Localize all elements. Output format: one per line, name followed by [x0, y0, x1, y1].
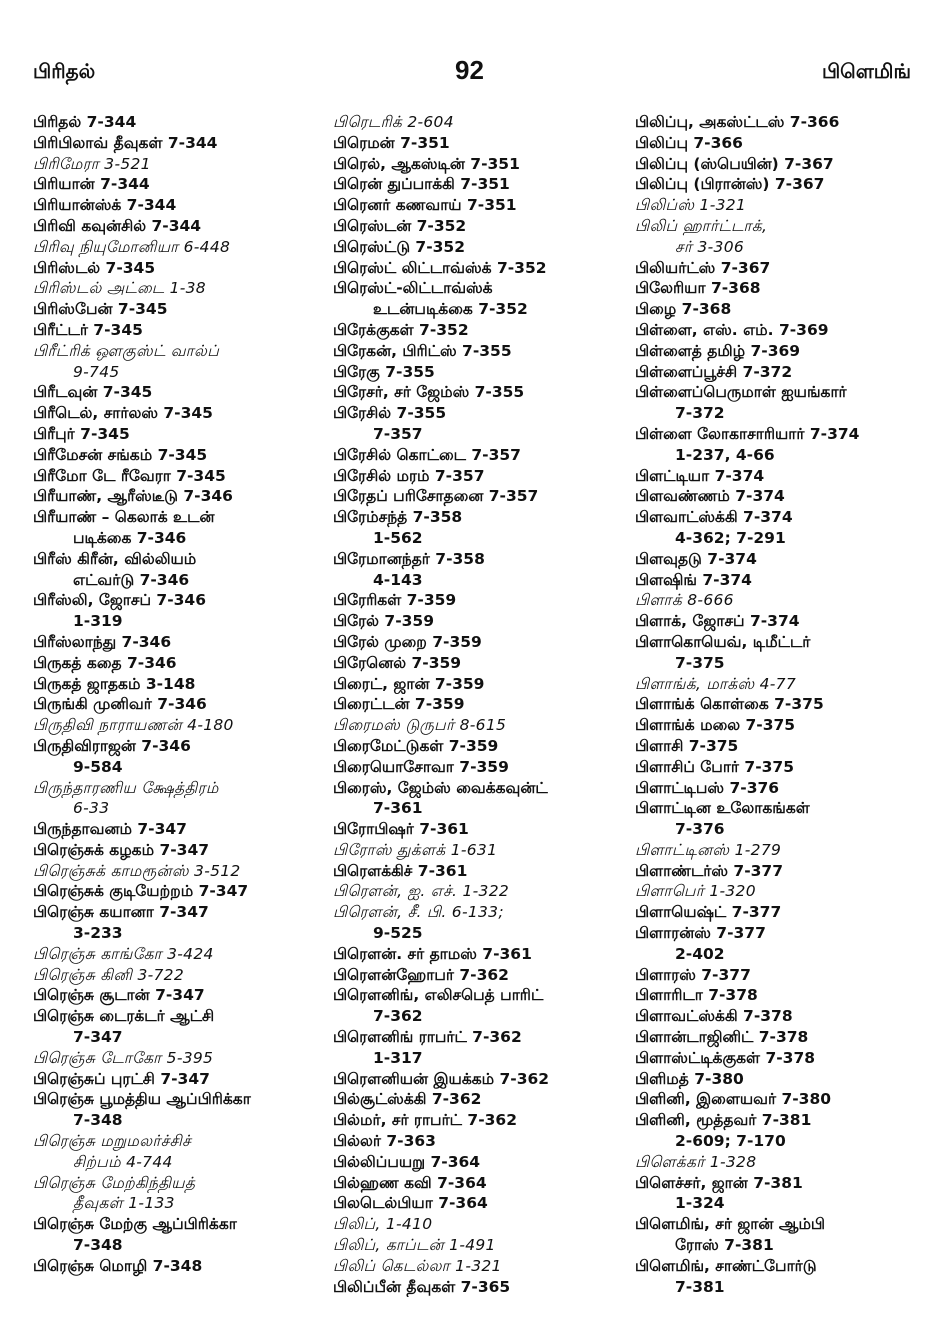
index-entry: பிரீஸ்லாந்து 7-346: [33, 632, 172, 651]
index-entry: பிள்ளைப்பூச்சி 7-372: [635, 362, 793, 381]
index-entry: பிளெக்கர் 1-328: [635, 1152, 757, 1171]
index-entry-continuation: 1-324: [675, 1194, 725, 1213]
index-entry: பிரெடரிக் 2-604: [333, 113, 454, 131]
index-entry: பிளாட்டிபஸ் 7-376: [635, 778, 780, 797]
index-entry: பிரீடவுன் 7-345: [33, 383, 153, 402]
index-entry: பிரைட்டன் 7-359: [333, 695, 465, 714]
index-entry: பிரேமானந்தர் 7-358: [333, 549, 485, 568]
index-entry: பிரைஸ், ஜேம்ஸ் வைக்கவுன்ட்: [333, 778, 548, 797]
index-entry: பிரெஸ்ட்டு 7-352: [333, 237, 465, 256]
index-entry: பிளிமத் 7-380: [635, 1069, 744, 1088]
index-entry: பிரௌனிங் ராபர்ட் 7-362: [333, 1028, 522, 1047]
index-entry: பிளாக், ஜோசப் 7-374: [635, 612, 800, 631]
index-entry: பிளாசிப் போர் 7-375: [635, 757, 794, 776]
index-entry-continuation: 7-376: [675, 820, 725, 839]
index-entry: பிரௌன், ஐ. எச். 1-322: [333, 882, 510, 901]
index-entry: பிரீயாண் – கெலாக் உடன்: [33, 508, 215, 527]
index-entry-continuation: 7-372: [675, 404, 725, 423]
index-entry-continuation: 7-357: [373, 424, 423, 443]
index-entry: பிலிப்பீன் தீவுகள் 7-365: [333, 1277, 511, 1296]
index-entry: பிரீட்டர் 7-345: [33, 320, 143, 339]
index-entry: பிள்ளை லோகாசாரியார் 7-374: [635, 424, 860, 443]
index-entry-continuation: எட்வர்டு 7-346: [73, 570, 190, 589]
index-entry: பிரிஸ்டல் 7-345: [33, 258, 156, 277]
index-entry: பிரேக்குகள் 7-352: [333, 320, 469, 339]
index-entry: பிள்ளைப்பெருமாள் ஐயங்கார்: [635, 383, 847, 402]
index-entry-continuation: 4-143: [373, 570, 423, 589]
index-entry-continuation: 3-233: [73, 924, 123, 943]
index-entry: பிலிப்பு (ஸ்பெயின்) 7-367: [635, 154, 834, 173]
index-entry: பிரிஸ்டல் அட்டை 1-38: [33, 279, 206, 298]
index-entry: பிரௌன்ஹோபர் 7-362: [333, 965, 509, 984]
index-entry: பில்லர் 7-363: [333, 1132, 436, 1151]
index-entry-continuation: ரோஸ் 7-381: [675, 1236, 774, 1255]
index-entry: பிரெஞ்சு கினி 3-722: [33, 965, 185, 984]
index-entry: பிரோஸ் துக்ளக் 1-631: [333, 840, 498, 859]
index-entry: பிளினி, இளையவர் 7-380: [635, 1090, 832, 1109]
index-entry: பிருதிவிராஜன் 7-346: [33, 736, 191, 755]
index-entry-continuation: 4-362; 7-291: [675, 528, 786, 547]
index-entry: பிருந்தாவனம் 7-347: [33, 820, 187, 839]
index-entry-continuation: தீவுகள் 1-133: [73, 1194, 175, 1213]
page-header: [0, 55, 939, 95]
index-entry: பிரையொசோவா 7-359: [333, 757, 509, 776]
index-entry: பிரெஞ்சுக் குடியேற்றம் 7-347: [33, 882, 249, 901]
index-entry: பிளெச்சர், ஜான் 7-381: [635, 1173, 803, 1192]
index-entry: பிளாங்க், மாக்ஸ் 4-77: [635, 674, 797, 693]
index-entry: பில்லிப்பயறு 7-364: [333, 1152, 481, 1171]
index-entry: பிருந்தாரணிய க்ஷேத்திரம்: [33, 778, 219, 797]
index-entry: பிரீயாண், ஆரீஸ்டீடு 7-346: [33, 487, 233, 506]
index-entry: பிரெஸ்டன் 7-352: [333, 216, 467, 235]
index-entry-continuation: 1-317: [373, 1048, 423, 1067]
index-entry: பிளஷிங் 7-374: [635, 570, 752, 589]
index-entry-continuation: 9-745: [73, 362, 120, 381]
index-entry: பிரேசர், சர் ஜேம்ஸ் 7-355: [333, 383, 525, 402]
index-entry-continuation: 6-33: [73, 799, 110, 818]
index-entry: பிளட்டியா 7-374: [635, 466, 765, 485]
index-entry: பிளாங்க் கொள்கை 7-375: [635, 695, 824, 714]
index-column-1: [33, 112, 323, 1277]
index-entry: பிரீமேசன் சங்கம் 7-345: [33, 445, 208, 464]
index-entry: பிரெஞ்சு மேற்கு ஆப்பிரிக்கா: [33, 1215, 237, 1234]
index-entry-continuation: 7-347: [73, 1028, 123, 1047]
index-entry: பிரிஸ்பேன் 7-345: [33, 300, 168, 319]
index-entry: பிள்ளைத் தமிழ் 7-369: [635, 341, 801, 360]
index-entry-continuation: 7-381: [675, 1277, 725, 1296]
index-entry: பிரேல் முறை 7-359: [333, 632, 482, 651]
index-entry: பிளினி, மூத்தவர் 7-381: [635, 1111, 812, 1130]
index-entry: பிளாபெர் 1-320: [635, 882, 756, 901]
index-entry: பிரெஞ்சு டைரக்டர் ஆட்சி: [33, 1007, 215, 1026]
index-entry: பிலியர்ட்ஸ் 7-367: [635, 258, 771, 277]
index-entry: பிரேம்சந்த் 7-358: [333, 508, 463, 527]
index-entry: பிரீடெல், சார்லஸ் 7-345: [33, 404, 213, 423]
index-entry: பிரெஞ்சு பூமத்திய ஆப்பிரிக்கா: [33, 1090, 251, 1109]
index-column-3: [635, 112, 925, 1297]
index-entry: பிரிவு நியுமோனியா 6-448: [33, 237, 231, 256]
index-entry: பிலிப், காப்டன் 1-491: [333, 1236, 496, 1255]
index-entry-continuation: படிக்கை 7-346: [73, 528, 187, 547]
index-entry-continuation: 9-525: [373, 924, 423, 943]
index-entry: பிளாவட்ஸ்க்கி 7-378: [635, 1007, 793, 1026]
index-entry: பிளவாட்ஸ்க்கி 7-374: [635, 508, 793, 527]
index-entry: பிருங்கி முனிவர் 7-346: [33, 695, 207, 714]
index-entry: பிரைமஸ் டுருபர் 8-615: [333, 716, 507, 735]
index-entry: பில்ஹண கவி 7-364: [333, 1173, 487, 1192]
index-entry: பிரைமேட்டுகள் 7-359: [333, 736, 499, 755]
index-entry: பிலிப்பு, அகஸ்ட்டஸ் 7-366: [635, 113, 840, 131]
index-entry: பிளான்டாஜினிட் 7-378: [635, 1028, 809, 1047]
index-entry: பிலிப்ஸ் 1-321: [635, 196, 747, 215]
index-entry: பிரிதல் 7-344: [33, 113, 137, 131]
index-entry-continuation: 2-402: [675, 944, 725, 963]
index-entry: பிரௌன். சர் தாமஸ் 7-361: [333, 944, 532, 963]
running-head-left: பிரிதல்: [33, 59, 96, 83]
index-entry: பிளாயெஷ்ட் 7-377: [635, 903, 782, 922]
index-entry: பிரெஞ்சு டோகோ 5-395: [33, 1048, 214, 1067]
index-entry: பிருகத் ஜாதகம் 3-148: [33, 674, 196, 693]
index-entry: பிரிவி கவுன்சில் 7-344: [33, 216, 202, 235]
index-entry: பிரெஞ்சு மறுமலர்ச்சிச்: [33, 1132, 191, 1151]
index-entry: பிளாஸ்ட்டிக்குகள் 7-378: [635, 1048, 816, 1067]
index-entry: பிரெஞ்சு மொழி 7-348: [33, 1256, 203, 1275]
index-entry: பிளெமிங், சர் ஜான் ஆம்பி: [635, 1215, 826, 1234]
index-entry: பிரேகன், பிரிட்ஸ் 7-355: [333, 341, 512, 360]
index-entry: பிரோபிஷர் 7-361: [333, 820, 469, 839]
index-entry-continuation: 1-237, 4-66: [675, 445, 775, 464]
running-head-right: பிளெமிங்: [821, 59, 911, 83]
index-entry: பிரியான் 7-344: [33, 175, 150, 194]
index-entry: பிரெமன் 7-351: [333, 133, 450, 152]
index-entry: பிளாரஸ் 7-377: [635, 965, 751, 984]
index-entry: பிரென் துப்பாக்கி 7-351: [333, 175, 510, 194]
index-entry: பிளாகொயெவ், டிமீட்டர்: [635, 632, 811, 651]
index-entry: பிரௌன், சீ. பி. 6-133;: [333, 903, 504, 922]
index-entry: பிரீஸ்லி, ஜோசப் 7-346: [33, 591, 206, 610]
index-entry: பிரேனெல் 7-359: [333, 653, 462, 672]
index-entry-continuation: 1-319: [73, 612, 123, 631]
index-entry: பிலிப், 1-410: [333, 1215, 433, 1234]
index-entry-continuation: 7-348: [73, 1236, 123, 1255]
index-entry: பிரெல், ஆகஸ்டின் 7-351: [333, 154, 520, 173]
index-entry-continuation: 1-562: [373, 528, 423, 547]
index-entry: பிரேதப் பரிசோதனை 7-357: [333, 487, 539, 506]
index-entry: பிளாட்டின உலோகங்கள்: [635, 799, 810, 818]
index-entry: பிழை 7-368: [635, 300, 732, 319]
index-entry: பிளாக் 8-666: [635, 591, 734, 610]
index-entry-continuation: 7-375: [675, 653, 725, 672]
index-entry: பிரௌக்கிச் 7-361: [333, 861, 468, 880]
index-entry: பிரேகு 7-355: [333, 362, 435, 381]
index-entry: பிளவுதடு 7-374: [635, 549, 757, 568]
index-entry: பிரௌனிங், எலிசபெத் பாரிட்: [333, 986, 544, 1005]
index-entry-continuation: உடன்படிக்கை 7-352: [373, 300, 528, 319]
index-entry-continuation: 7-362: [373, 1007, 423, 1026]
index-entry: பிளாசி 7-375: [635, 736, 739, 755]
index-entry: பில்மர், சர் ராபர்ட் 7-362: [333, 1111, 517, 1130]
index-entry-continuation: 2-609; 7-170: [675, 1132, 786, 1151]
index-entry: பிலடெல்பியா 7-364: [333, 1194, 488, 1213]
index-entry: பிரெஞ்சு சூடான் 7-347: [33, 986, 205, 1005]
index-entry: பிரிபிலாவ் தீவுகள் 7-344: [33, 133, 218, 152]
index-entry: பிரீபுர் 7-345: [33, 424, 130, 443]
index-entry: பிரேசில் கொட்டை 7-357: [333, 445, 521, 464]
index-entry: பிரெஞ்சு கயானா 7-347: [33, 903, 209, 922]
index-entry: பிருதிவி நாராயணன் 4-180: [33, 716, 234, 735]
index-entry: பிரெஞ்சு மேற்கிந்தியத்: [33, 1173, 196, 1192]
index-entry-continuation: சர் 3-306: [675, 237, 745, 256]
index-entry-continuation: 9-584: [73, 757, 123, 776]
index-entry: பிளவண்ணம் 7-374: [635, 487, 785, 506]
index-entry: பிரியான்ஸ்க் 7-344: [33, 196, 177, 215]
index-entry: பிரீமோ டே ரீவேரா 7-345: [33, 466, 226, 485]
index-entry: பிலிப்பு 7-366: [635, 133, 743, 152]
page-number: 92: [455, 55, 484, 85]
index-entry: பிலிப்பு (பிரான்ஸ்) 7-367: [635, 175, 825, 194]
index-entry: பிலேரியா 7-368: [635, 279, 761, 298]
index-entry: பிருகத் கதை 7-346: [33, 653, 177, 672]
index-entry: பில்சூட்ஸ்க்கி 7-362: [333, 1090, 482, 1109]
index-entry: பிரெஸ்ட் லிட்டாவ்ஸ்க் 7-352: [333, 258, 547, 277]
index-entry: பிளாரிடா 7-378: [635, 986, 758, 1005]
index-entry: பிரேசில் மரம் 7-357: [333, 466, 485, 485]
index-entry-continuation: 7-361: [373, 799, 423, 818]
index-entry: பிரிமேரா 3-521: [33, 154, 151, 173]
index-entry-continuation: 7-348: [73, 1111, 123, 1130]
index-entry: பிலிப் ஹார்ட்டாக்,: [635, 216, 768, 235]
index-entry: பிரேல் 7-359: [333, 612, 434, 631]
index-entry: பிரெஸ்ட்-லிட்டாவ்ஸ்க்: [333, 279, 493, 298]
index-entry: பிலிப் கெடல்லா 1-321: [333, 1256, 502, 1275]
index-entry: பிரீஸ் கிரீன், வில்லியம்: [33, 549, 197, 568]
index-column-2: [333, 112, 623, 1297]
index-entry: பிரெஞ்சு காங்கோ 3-424: [33, 944, 214, 963]
index-entry: பிளாண்டர்ஸ் 7-377: [635, 861, 783, 880]
index-entry: பிரேரிகள் 7-359: [333, 591, 457, 610]
index-entry-continuation: சிற்பம் 4-744: [73, 1152, 173, 1171]
index-entry: பிளாட்டினஸ் 1-279: [635, 840, 782, 859]
index-entry: பிளெமிங், சாண்ட்போர்டு: [635, 1256, 817, 1275]
index-entry: பிரீட்ரிக் ஔகுஸ்ட் வால்ப்: [33, 341, 220, 360]
index-entry: பிரௌனியன் இயக்கம் 7-362: [333, 1069, 550, 1088]
index-entry: பிளாரன்ஸ் 7-377: [635, 924, 766, 943]
index-entry: பிரெஞ்சுக் கழகம் 7-347: [33, 840, 210, 859]
index-entry: பிரேசில் 7-355: [333, 404, 447, 423]
index-entry: பிரெனர் கணவாய் 7-351: [333, 196, 517, 215]
index-entry: பிரெஞ்சுப் புரட்சி 7-347: [33, 1069, 210, 1088]
index-entry: பிளாங்க் மலை 7-375: [635, 716, 796, 735]
index-entry: பிரெஞ்சுக் காமரூன்ஸ் 3-512: [33, 861, 241, 880]
index-entry: பிள்ளை, எஸ். எம். 7-369: [635, 320, 829, 339]
index-entry: பிரைட், ஜான் 7-359: [333, 674, 485, 693]
